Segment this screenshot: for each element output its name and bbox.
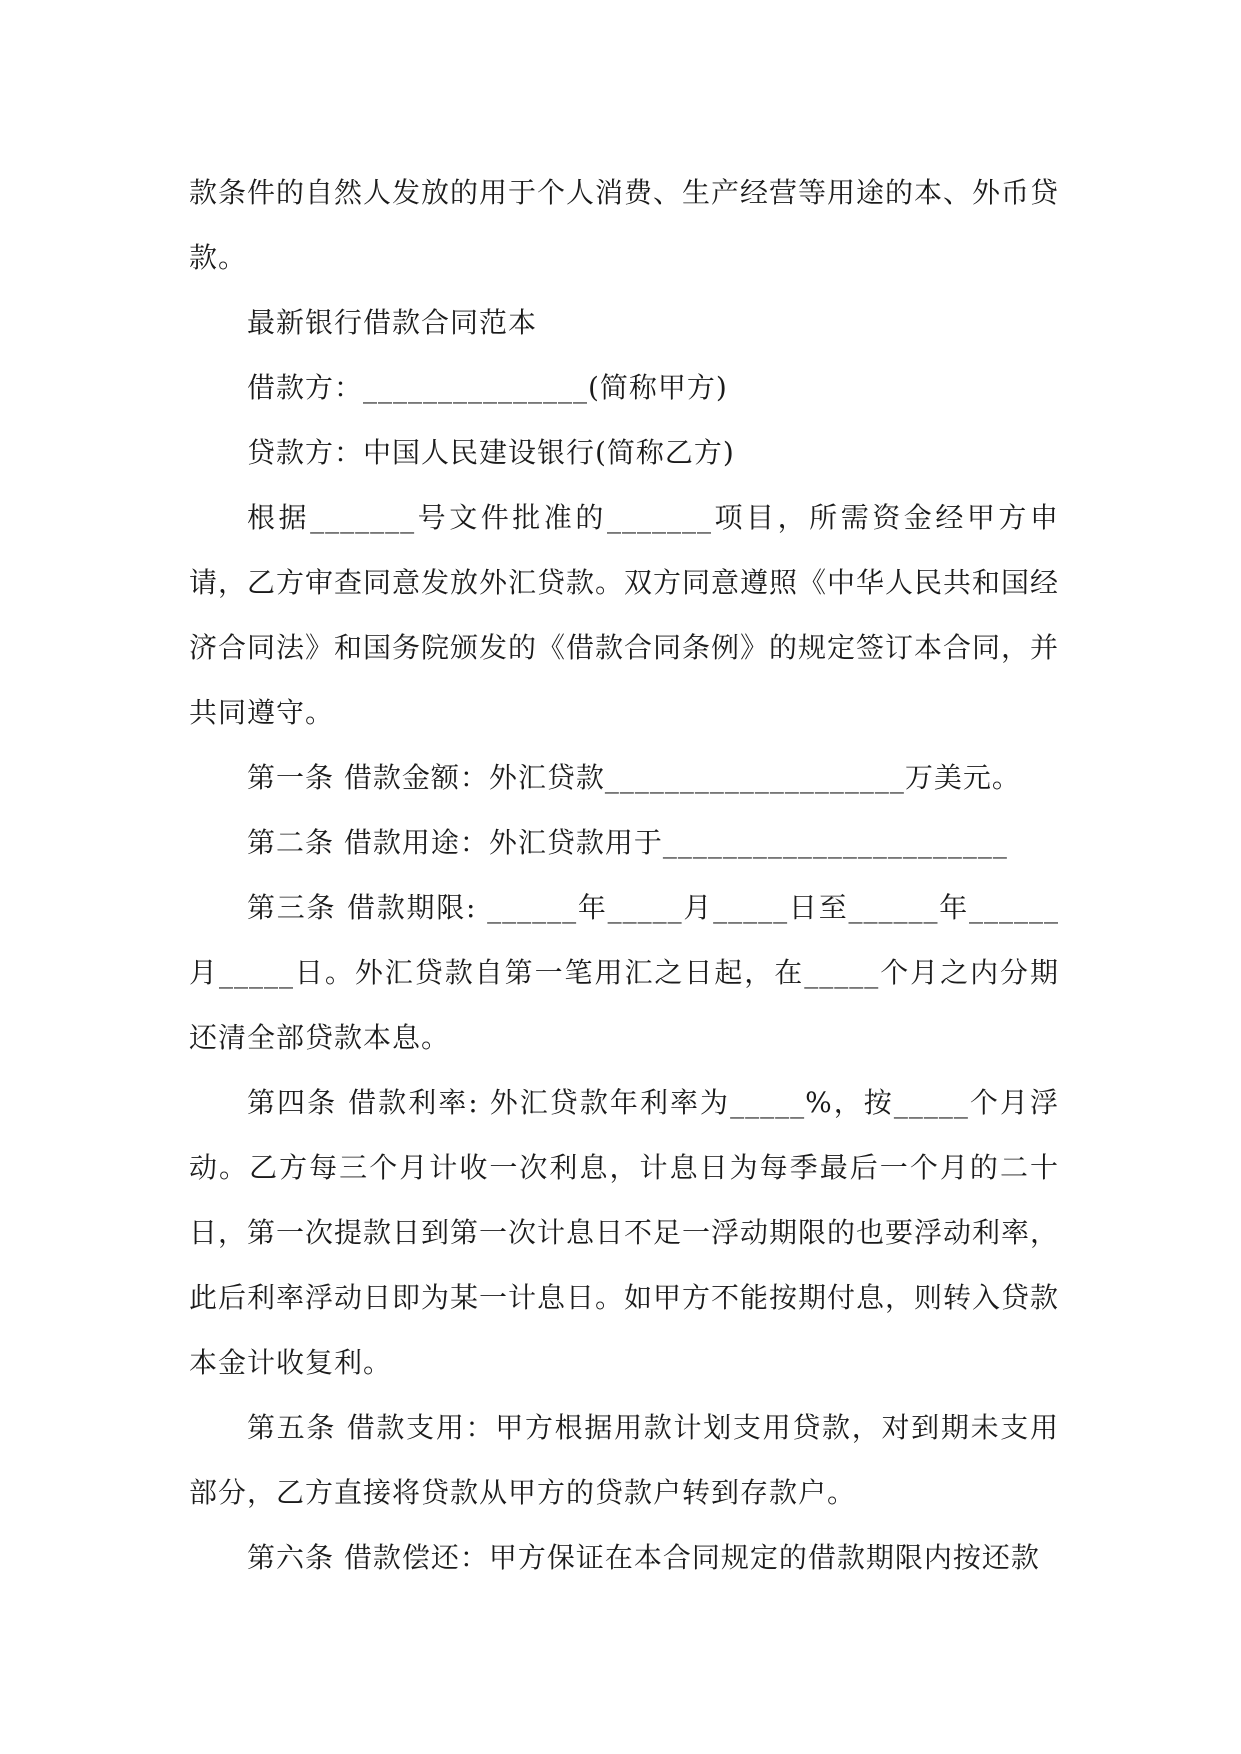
paragraph-continuation: 款条件的自然人发放的用于个人消费、生产经营等用途的本、外币贷款。 bbox=[189, 176, 1060, 274]
preamble-paragraph: 根据_______号文件批准的_______项目，所需资金经甲方申请，乙方审查同意发放外汇贷款。双方同意遵照《中华人民共和国经济合同法》和国务院颁发的《借款合同条例》的规定签订本合同，并共同遵守。 bbox=[189, 501, 1060, 729]
borrower-line: 借款方：_______________(简称甲方) bbox=[247, 371, 728, 404]
article-3-loan-term: 第三条 借款期限: ______年_____月_____日至______年______月_____日。外汇贷款自第一笔用汇之日起，在_____个月之内分期还清全部贷款本息。 bbox=[189, 891, 1059, 1054]
article-2-loan-purpose: 第二条 借款用途：外汇贷款用于_______________________ bbox=[247, 826, 1008, 859]
contract-title: 最新银行借款合同范本 bbox=[247, 306, 538, 339]
article-5-loan-drawdown: 第五条 借款支用：甲方根据用款计划支用贷款，对到期未支用部分，乙方直接将贷款从甲方的贷款户转到存款户。 bbox=[189, 1411, 1059, 1509]
article-4-interest-rate: 第四条 借款利率: 外汇贷款年利率为_____%，按_____个月浮动。乙方每三个月计收一次利息，计息日为每季最后一个月的二十日，第一次提款日到第一次计息日不足一浮动期限的也要浮动利率，此后利率浮动日即为某一计息日。如甲方不能按期付息，则转入贷款本金计收复利。 bbox=[189, 1086, 1060, 1379]
lender-line: 贷款方：中国人民建设银行(简称乙方) bbox=[247, 436, 735, 469]
article-6-loan-repayment: 第六条 借款偿还：甲方保证在本合同规定的借款期限内按还款 bbox=[247, 1541, 1040, 1574]
contract-body bbox=[189, 160, 1059, 1590]
article-1-loan-amount: 第一条 借款金额：外汇贷款____________________万美元。 bbox=[247, 761, 1021, 794]
